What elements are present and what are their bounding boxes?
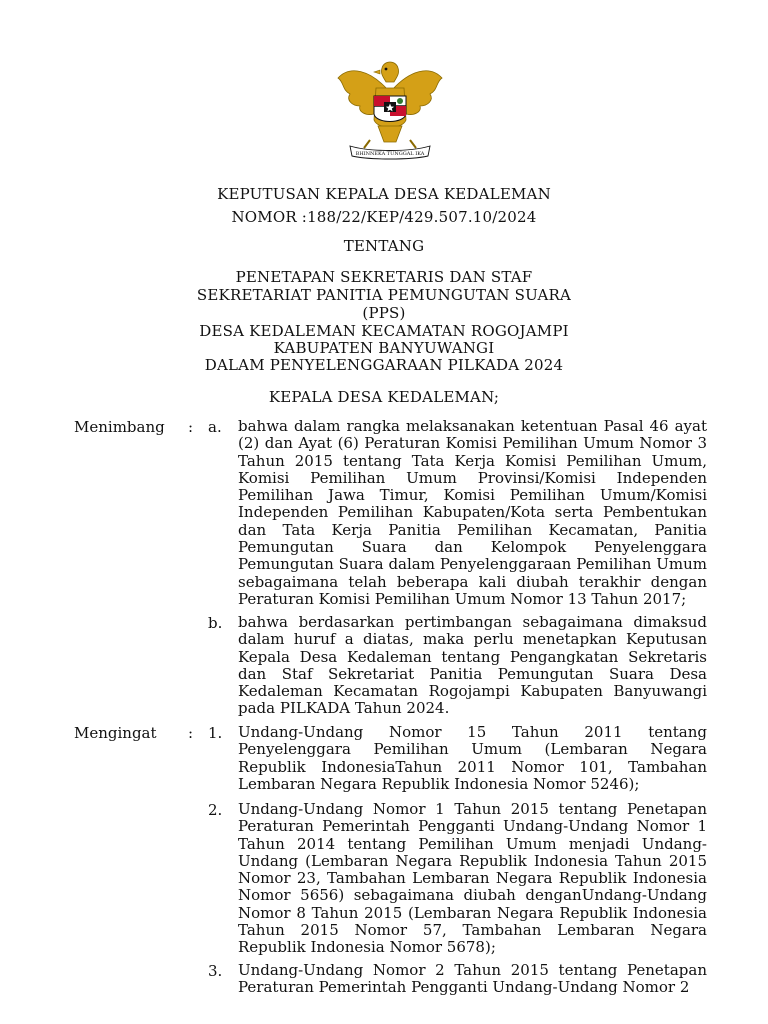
item-marker: 3. bbox=[208, 962, 223, 980]
subject-line: SEKRETARIAT PANITIA PEMUNGUTAN SUARA bbox=[196, 286, 572, 304]
tentang-heading: TENTANG bbox=[343, 237, 425, 255]
authority-heading: KEPALA DESA KEDALEMAN; bbox=[268, 388, 500, 406]
mengingat-item-1: Undang-Undang Nomor 15 Tahun 2011 tentang Penyelenggara Pemilihan Umum (Lembaran Negara Republik IndonesiaTahun 2011 Nomor 101, Tambahan Lembaran Negara Republik Indonesia Nomor 5246); bbox=[238, 723, 707, 793]
subject-line: PENETAPAN SEKRETARIS DAN STAF bbox=[235, 268, 533, 286]
menimbang-item-a: bahwa dalam rangka melaksanakan ketentuan Pasal 46 ayat (2) dan Ayat (6) Peraturan Komisi Pemilihan Umum Nomor 3 Tahun 2015 tentang Tata Kerja Komisi Pemilihan Umum, Komisi Pemilihan Umum Provinsi/Komisi Independen Pemilihan Jawa Timur, Komisi Pemilihan Umum/Komisi Independen Pemilihan Kabupaten/Kota serta Pembentukan dan Tata Kerja Panitia Pemilihan Kecamatan, Panitia Pemungutan Suara dan Kelompok Penyelenggara Pemungutan Suara dalam Penyelenggaraan Pemilihan Umum sebagaimana telah beberapa kali diubah terakhir dengan Peraturan Komisi Pemilihan Umum Nomor 13 Tahun 2017; bbox=[238, 417, 707, 608]
emblem-motto: BHINNEKA TUNGGAL IKA bbox=[355, 151, 425, 157]
menimbang-item-b: bahwa berdasarkan pertimbangan sebagaimana dimaksud dalam huruf a diatas, maka perlu menetapkan Keputusan Kepala Desa Kedaleman tentang Pengangkatan Sekretaris dan Staf Sekretariat Panitia Pemungutan Suara Desa Kedaleman Kecamatan Rogojampi Kabupaten Banyuwangi pada PILKADA Tahun 2024. bbox=[238, 613, 707, 718]
subject-line: (PPS) bbox=[362, 304, 406, 322]
menimbang-colon: : bbox=[188, 418, 194, 436]
item-marker: b. bbox=[208, 614, 223, 632]
garuda-emblem-icon bbox=[330, 60, 450, 165]
document-number: NOMOR :188/22/KEP/429.507.10/2024 bbox=[231, 208, 537, 226]
mengingat-label: Mengingat bbox=[74, 724, 157, 742]
mengingat-colon: : bbox=[188, 724, 194, 742]
subject-line: KABUPATEN BANYUWANGI bbox=[273, 339, 495, 357]
item-marker: a. bbox=[208, 418, 222, 436]
item-marker: 2. bbox=[208, 801, 223, 819]
item-marker: 1. bbox=[208, 724, 223, 742]
subject-line: DESA KEDALEMAN KECAMATAN ROGOJAMPI bbox=[199, 322, 569, 340]
mengingat-item-3: Undang-Undang Nomor 2 Tahun 2015 tentang Penetapan Peraturan Pemerintah Pengganti Undang-Undang Nomor 2 bbox=[238, 961, 707, 997]
subject-line: DALAM PENYELENGGARAAN PILKADA 2024 bbox=[204, 356, 564, 374]
document-title: KEPUTUSAN KEPALA DESA KEDALEMAN bbox=[217, 185, 551, 203]
mengingat-item-2: Undang-Undang Nomor 1 Tahun 2015 tentang Penetapan Peraturan Pemerintah Pengganti Undang-Undang Nomor 1 Tahun 2014 tentang Pemilihan Umum menjadi Undang-Undang (Lembaran Negara Republik Indonesia Tahun 2015 Nomor 23, Tambahan Lembaran Negara Republik Indonesia Nomor 5656) sebagaimana diubah denganUndang-Undang Nomor 8 Tahun 2015 (Lembaran Negara Republik Indonesia Tahun 2015 Nomor 57, Tambahan Lembaran Negara Republik Indonesia Nomor 5678); bbox=[238, 800, 707, 957]
menimbang-label: Menimbang bbox=[74, 418, 165, 436]
